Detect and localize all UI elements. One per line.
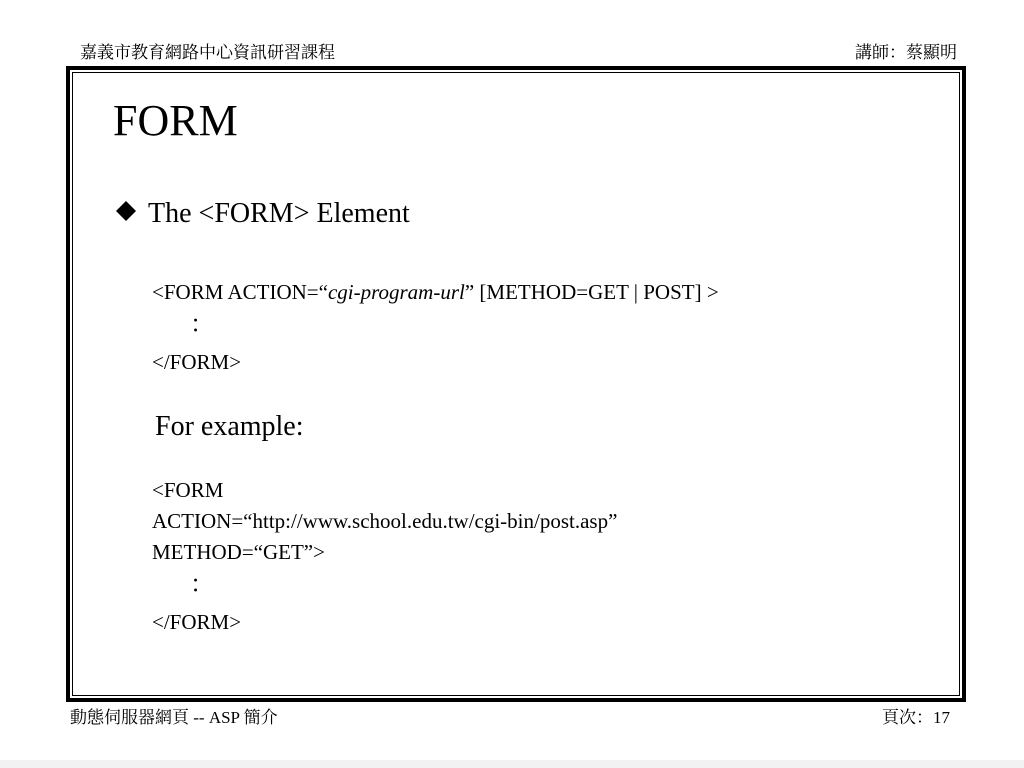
syntax-ellipsis: ： — [190, 312, 214, 338]
example-ellipsis: ： — [190, 572, 214, 598]
example-label: For example: — [155, 411, 304, 442]
slide-frame — [66, 66, 966, 702]
bullet-text: The <FORM> Element — [148, 198, 410, 229]
page-number: 頁次：17 — [882, 708, 950, 727]
instructor-name: 講師：蔡顯明 — [855, 43, 957, 62]
example-line-1: <FORM — [152, 478, 224, 502]
slide-frame-inner — [72, 72, 960, 696]
course-title: 嘉義市教育網路中心資訊研習課程 — [80, 43, 335, 62]
bullet-item — [116, 196, 410, 232]
bottom-strip — [0, 760, 1024, 768]
slide-title: FORM — [113, 96, 238, 145]
syntax-cgi-url: cgi-program-url — [327, 280, 465, 304]
syntax-open-suffix: ” [METHOD=GET | POST] > — [464, 280, 719, 304]
footer-topic: 動態伺服器網頁 -- ASP 簡介 — [70, 708, 278, 727]
example-line-2: ACTION=“http://www.school.edu.tw/cgi-bin/post.asp” — [152, 509, 618, 533]
syntax-open-prefix: <FORM ACTION=“ — [152, 280, 328, 304]
example-line-3: METHOD=“GET”> — [152, 540, 325, 564]
syntax-close-tag: </FORM> — [152, 350, 242, 374]
diamond-bullet-icon — [116, 195, 136, 215]
syntax-open-tag — [152, 279, 719, 305]
example-close-tag: </FORM> — [152, 610, 242, 634]
